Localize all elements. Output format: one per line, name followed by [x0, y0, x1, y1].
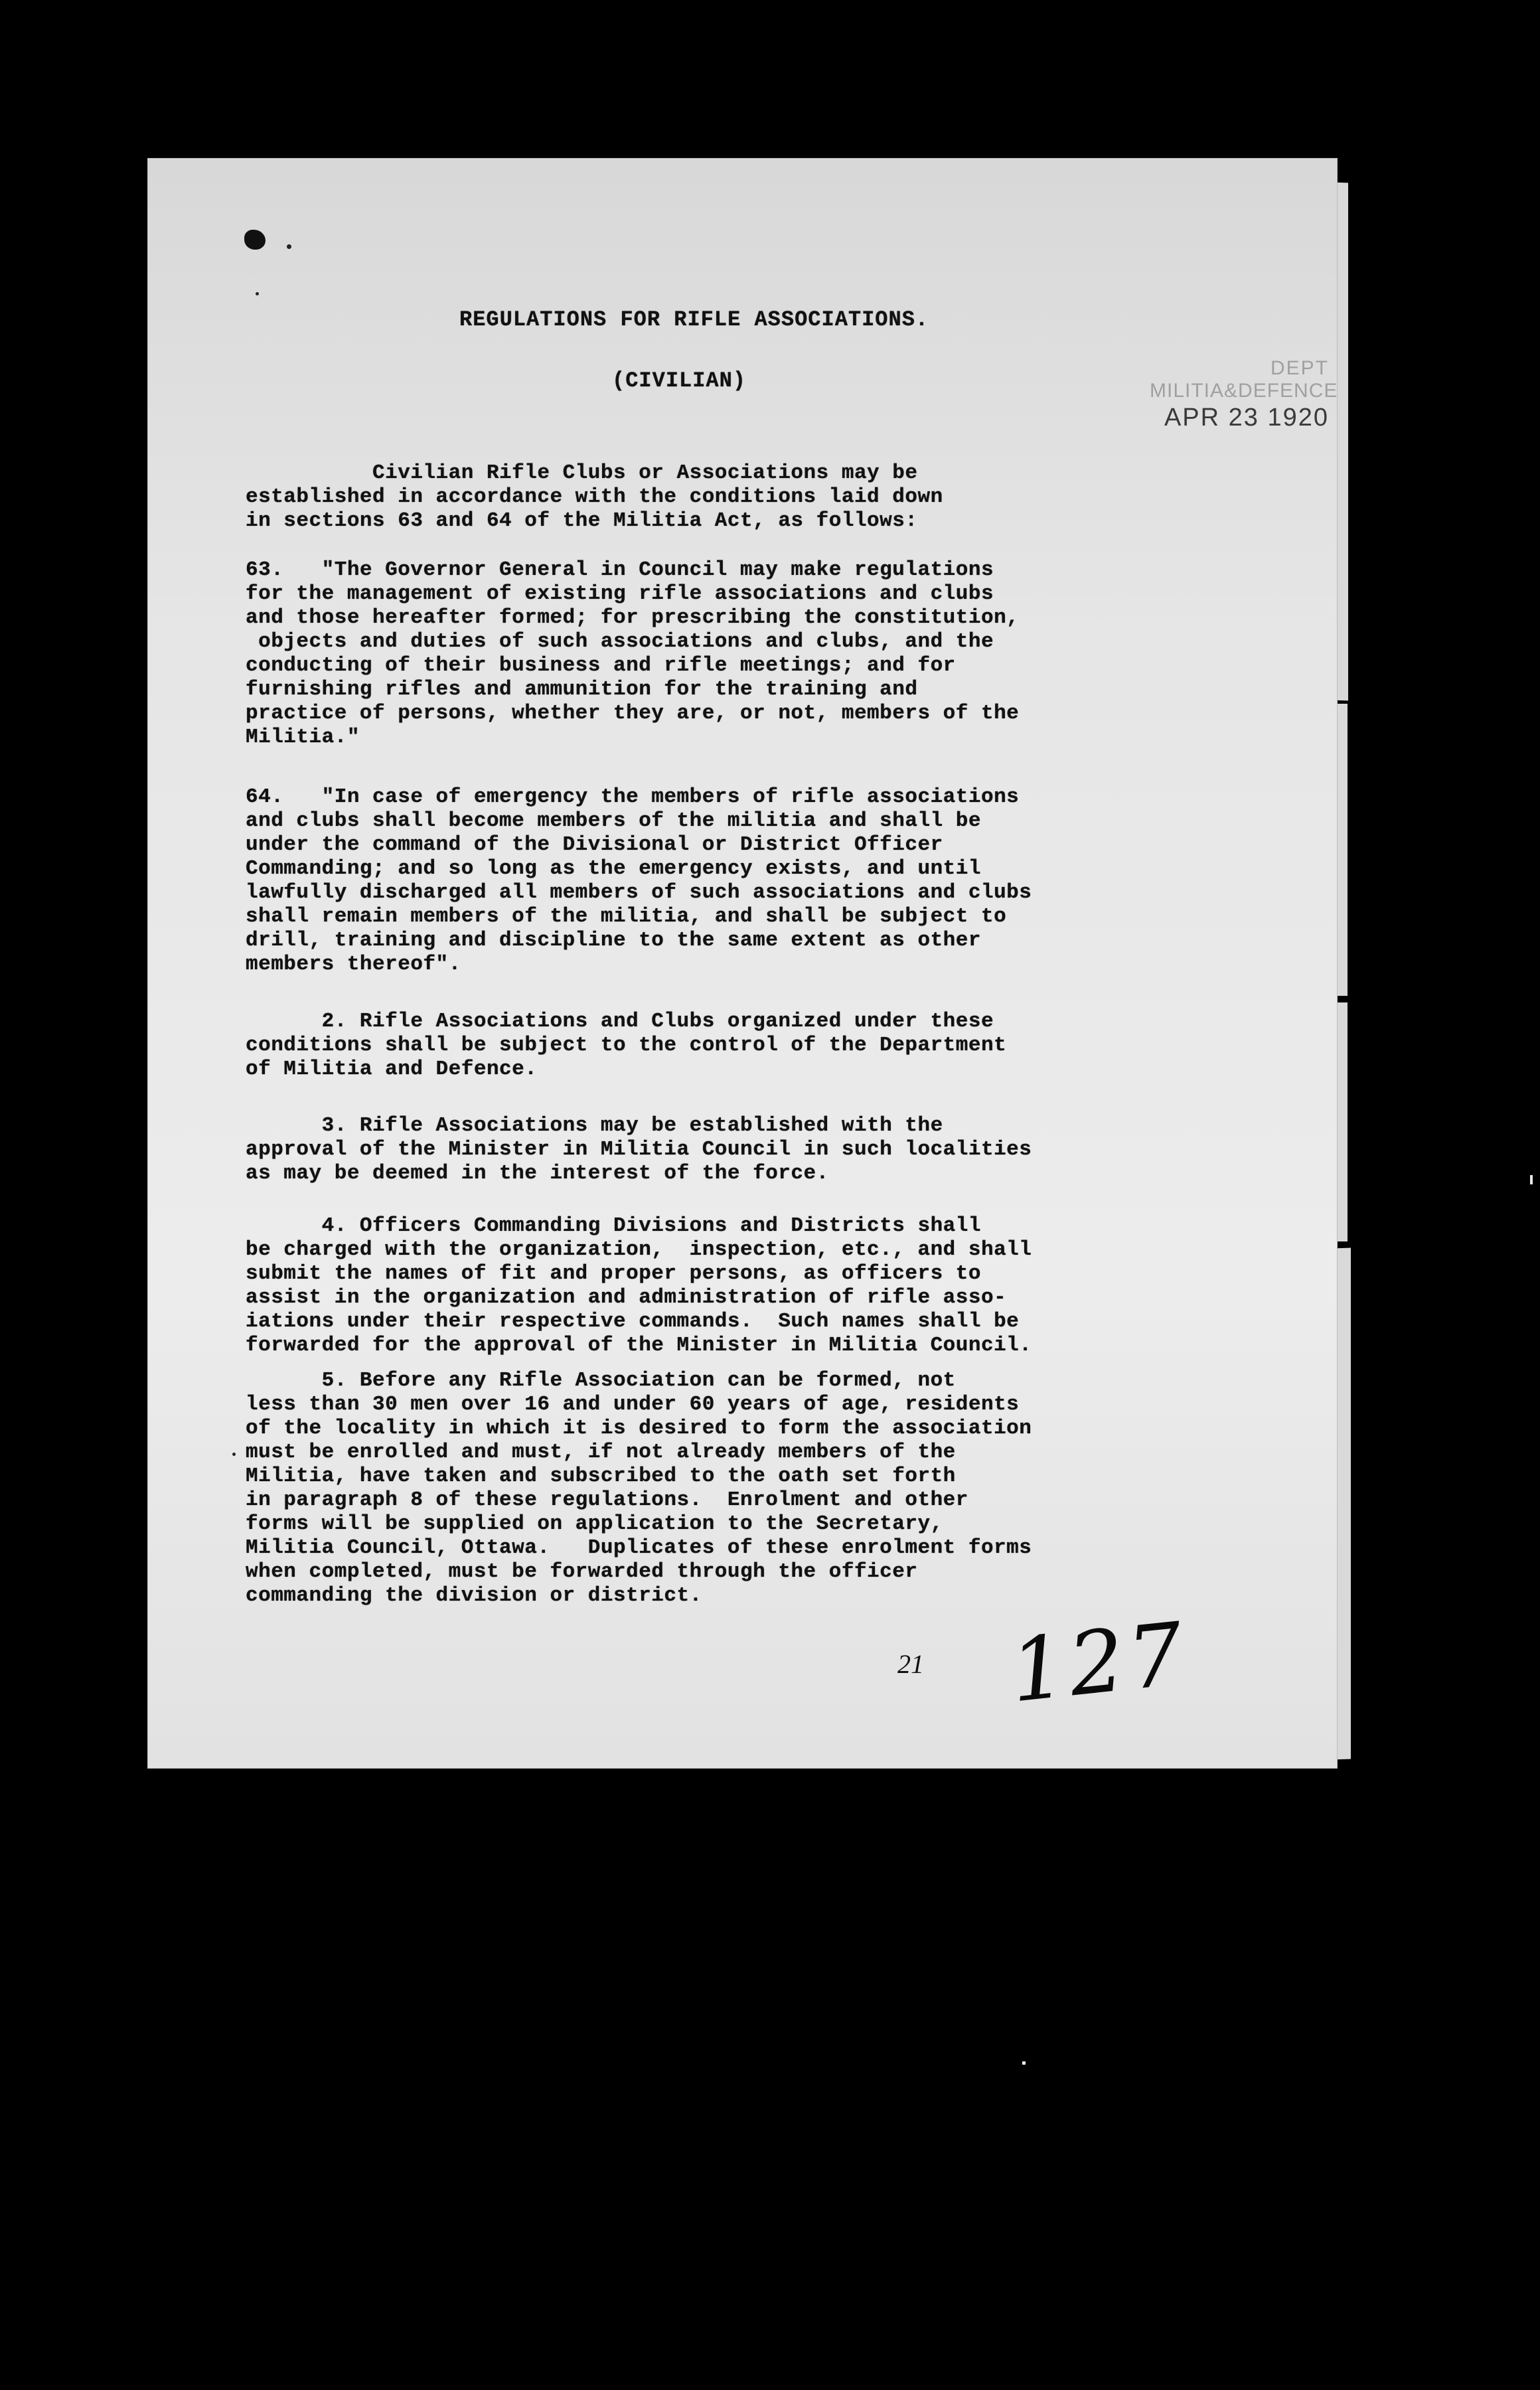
ink-dot — [232, 1453, 236, 1456]
ink-dot — [287, 244, 291, 249]
handwritten-folio-number: 127 — [1005, 1603, 1192, 1722]
ink-blot — [244, 230, 266, 250]
paragraph-5: 5. Before any Rifle Association can be formed, not less than 30 men over 16 and under 60 years of age, residents of the locality in which it is desired to form the association must be enrolled and must, if not already members of the Militia, have taken and subscribed to the oath set forth in paragraph 8 of these regulations. Enrolment and other forms will be supplied on application to the Secretary, Militia Council, Ottawa. Duplicates of these enrolment forms when completed, must be forwarded through the officer commanding the division or district. — [246, 1369, 1032, 1607]
paragraph-3: 3. Rifle Associations may be established with the approval of the Minister in Militia Council in such localities as may be deemed in the interest of the force. — [246, 1114, 1032, 1185]
document-page — [147, 158, 1338, 1769]
stamp-department: DEPT — [1270, 357, 1329, 379]
background-speck — [1530, 1175, 1533, 1184]
ink-dot — [256, 292, 259, 295]
page-number: 21 — [897, 1649, 924, 1679]
paragraph-2: 2. Rifle Associations and Clubs organized under these conditions shall be subject to the control of the Department of Militia and Defence. — [246, 1010, 1007, 1081]
paragraph-section-64: 64. "In case of emergency the members of rifle associations and clubs shall become members of the militia and shall be under the command of the Divisional or District Officer Commanding; and so long as the emergency exists, and until lawfully discharged all members of such associations and clubs shall remain members of the militia, and shall be subject to drill, training and discipline to the same extent as other members thereof". — [246, 785, 1032, 976]
document-subtitle: (CIVILIAN) — [612, 368, 747, 393]
paragraph-intro: Civilian Rifle Clubs or Associations may be established in accordance with the conditions laid down in sections 63 and 64 of the Militia Act, as follows: — [246, 461, 943, 532]
stamp-office: MILITIA&DEFENCE — [1150, 380, 1338, 402]
stamp-date: APR 23 1920 — [1164, 404, 1329, 432]
received-date-stamp — [1150, 357, 1338, 432]
paragraph-section-63: 63. "The Governor General in Council may make regulations for the management of existing rifle associations and clubs and those hereafter formed; for prescribing the constitution, objects and duties of such associations and clubs, and the conducting of their business and rifle meetings; and for furnishing rifles and ammunition for the training and practice of persons, whether they are, or not, members of the Militia." — [246, 558, 1020, 749]
document-title: REGULATIONS FOR RIFLE ASSOCIATIONS. — [459, 307, 929, 332]
paragraph-4: 4. Officers Commanding Divisions and Districts shall be charged with the organization, inspection, etc., and shall submit the names of fit and proper persons, as officers to assist in the organization and administration of rifle asso- iations under their respective commands. Such names shall be forwarded for the approval of the Minister in Militia Council. — [246, 1214, 1032, 1357]
background-speck — [1022, 2061, 1026, 2065]
